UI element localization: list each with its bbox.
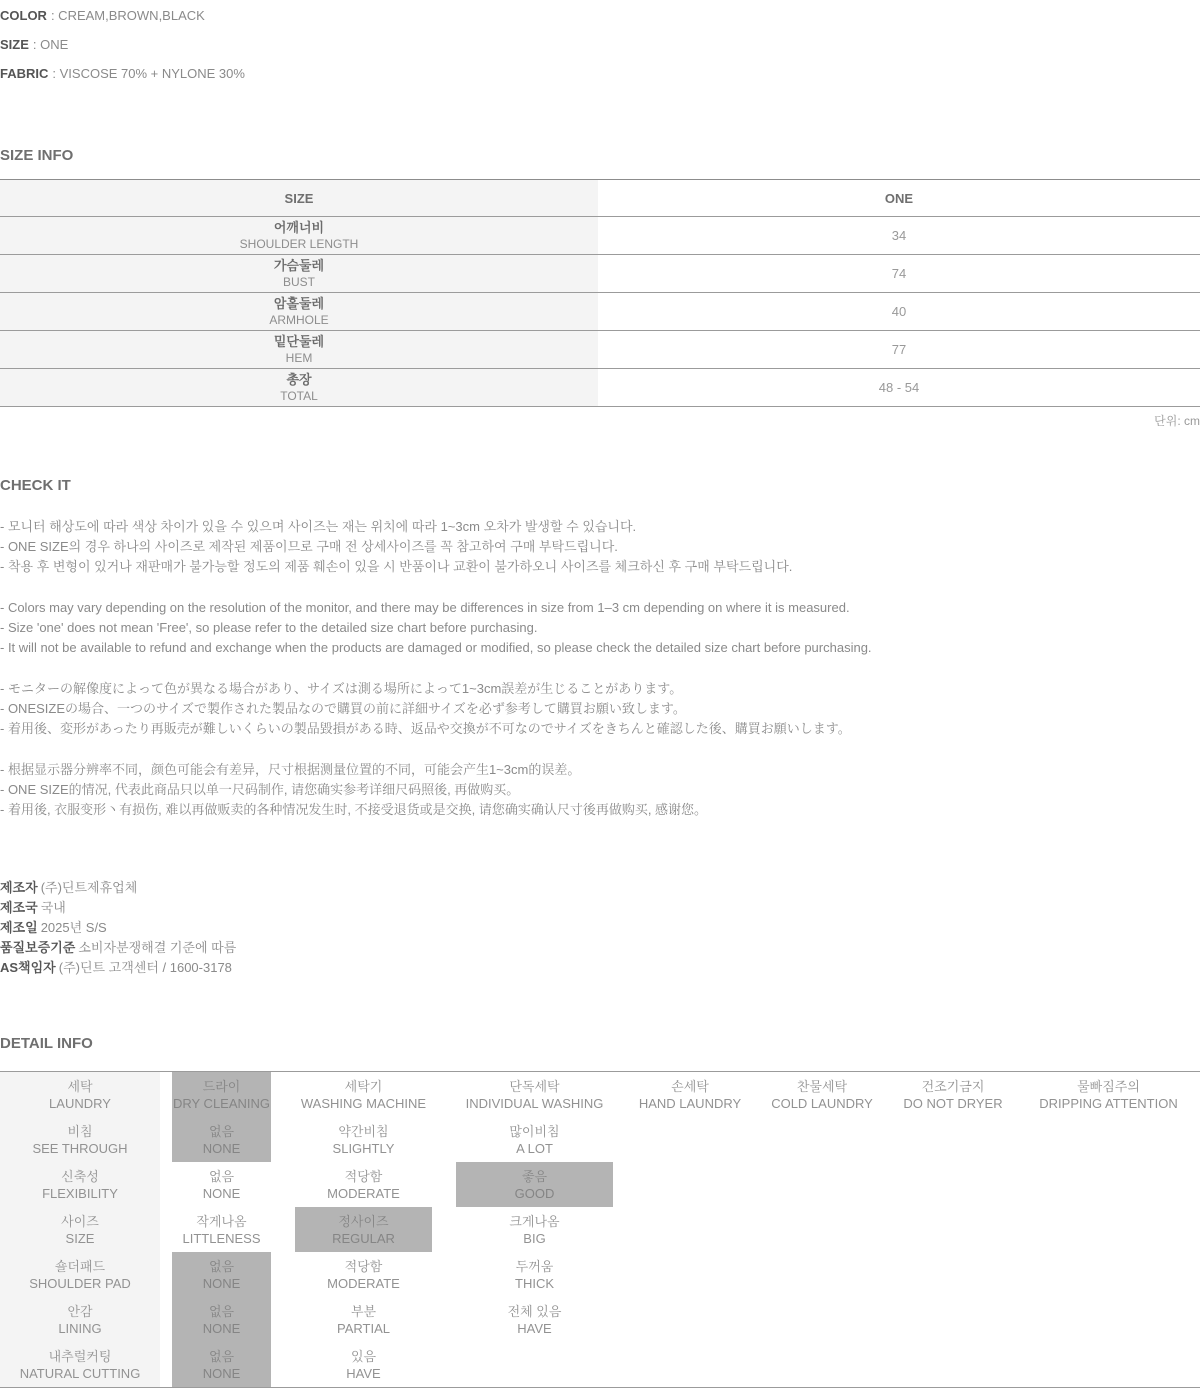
detail-option: 두꺼움 THICK [515, 1258, 554, 1291]
row-label-kr: 어깨너비 [273, 219, 325, 235]
manufacturer-value: (주)딘트제휴업체 [40, 880, 138, 895]
detail-option: 없음 NONE [160, 1342, 283, 1387]
row-value: 48 - 54 [598, 369, 1200, 407]
detail-option: 있음 HAVE [346, 1348, 381, 1381]
detail-option: 정사이즈 REGULAR [283, 1207, 444, 1252]
table-row-total [0, 369, 1200, 407]
row-label [0, 293, 598, 331]
row-value: 40 [598, 293, 1200, 331]
table-row-shoulder [0, 217, 1200, 255]
spec-size-label: SIZE [0, 37, 29, 52]
row-label [0, 217, 598, 255]
row-label [0, 369, 598, 407]
detail-category: 사이즈 SIZE [0, 1207, 160, 1252]
spec-color-label: COLOR [0, 8, 47, 23]
detail-option: 많이비침 A LOT [509, 1123, 560, 1156]
detail-info-heading: DETAIL INFO [0, 1035, 93, 1052]
spec-fabric-label: FABRIC [0, 66, 49, 81]
detail-option: 드라이 DRY CLEANING [160, 1072, 283, 1117]
spec-fabric-value: : VISCOSE 70% + NYLONE 30% [52, 66, 245, 81]
spec-color [0, 6, 1200, 26]
check-it-heading: CHECK IT [0, 477, 71, 494]
spec-size-value: : ONE [32, 37, 69, 52]
one-column-header: ONE [598, 180, 1200, 217]
manufacturer-line [0, 958, 1200, 978]
detail-option: 부분 PARTIAL [337, 1303, 390, 1336]
detail-category: 신축성 FLEXIBILITY [0, 1162, 160, 1207]
row-value: 34 [598, 217, 1200, 255]
size-table-header-row [0, 180, 1200, 217]
size-info-heading: SIZE INFO [0, 147, 74, 164]
row-value: 77 [598, 331, 1200, 369]
manufacturer-label: 품질보증기준 [0, 940, 76, 955]
manufacturer-value: (주)딘트 고객센터 / 1600-3178 [58, 960, 232, 975]
detail-option: 찬물세탁 COLD LAUNDRY [771, 1078, 873, 1111]
detail-option: 없음 NONE [160, 1117, 283, 1162]
detail-option: 물빠짐주의 DRIPPING ATTENTION [1039, 1078, 1178, 1111]
detail-option: 작게나옴 LITTLENESS [182, 1213, 261, 1246]
detail-option: 손세탁 HAND LAUNDRY [638, 1078, 742, 1111]
spec-fabric [0, 64, 1200, 84]
row-value: 74 [598, 255, 1200, 293]
manufacturer-value: 소비자분쟁해결 기준에 따름 [78, 940, 237, 955]
spec-color-value: : CREAM,BROWN,BLACK [50, 8, 205, 23]
detail-row-lining [0, 1297, 1200, 1342]
manufacturer-info [0, 878, 1200, 978]
row-label [0, 255, 598, 293]
detail-row-size [0, 1207, 1200, 1252]
manufacturer-line [0, 938, 1200, 958]
detail-option: 없음 NONE [202, 1168, 241, 1201]
notes-korean [0, 517, 1200, 577]
row-label-en: ARMHOLE [269, 312, 329, 327]
manufacturer-label: AS책임자 [0, 960, 56, 975]
row-label-en: SHOULDER LENGTH [239, 236, 359, 251]
row-label-kr: 암홀둘레 [273, 295, 325, 311]
note-line: - 모니터 해상도에 따라 색상 차이가 있을 수 있으며 사이즈는 재는 위치에 따라 1~3cm 오차가 발생할 수 있습니다. [0, 519, 637, 534]
detail-category: 세탁 LAUNDRY [0, 1072, 160, 1117]
spec-size [0, 35, 1200, 55]
note-line: - 착용 후 변형이 있거나 재판매가 불가능할 정도의 제품 훼손이 있을 시 반품이나 교환이 불가하오니 사이즈를 체크하신 후 구매 부탁드립니다. [0, 559, 793, 574]
row-label-en: HEM [285, 350, 313, 365]
notes-english [0, 598, 1200, 658]
size-column-header: SIZE [0, 180, 598, 217]
table-row-armhole [0, 293, 1200, 331]
manufacturer-value: 2025년 S/S [40, 920, 107, 935]
table-row-bust [0, 255, 1200, 293]
detail-option: 세탁기 WASHING MACHINE [300, 1078, 427, 1111]
detail-option: 크게나옴 BIG [509, 1213, 560, 1246]
detail-option: 좋음 GOOD [444, 1162, 625, 1207]
detail-info-table [0, 1071, 1200, 1388]
detail-option: 없음 NONE [160, 1252, 283, 1297]
note-line: - ONESIZEの場合、一つのサイズで製作された製品なので購買の前に詳細サイズを必ず参考して購買お願い致します。 [0, 701, 686, 716]
note-line: - It will not be available to refund and exchange when the products are damaged or modified, so please check the detailed size chart before purchasing. [0, 640, 872, 655]
manufacturer-value: 국내 [40, 900, 66, 915]
detail-category: 내추럴커팅 NATURAL CUTTING [0, 1342, 160, 1387]
detail-option: 약간비침 SLIGHTLY [332, 1123, 395, 1156]
size-table [0, 179, 1200, 407]
unit-note: 단위: cm [1154, 414, 1200, 428]
table-row-hem [0, 331, 1200, 369]
detail-category: 안감 LINING [0, 1297, 160, 1342]
note-line: - ONE SIZE的情况, 代表此商品只以单一尺码制作, 请您确实参考详细尺码照後, 再做购买。 [0, 782, 520, 797]
note-line: - Size 'one' does not mean 'Free', so please refer to the detailed size chart before purchasing. [0, 620, 538, 635]
detail-category: 숄더패드 SHOULDER PAD [0, 1252, 160, 1297]
note-line: - 根据显示器分辨率不同，颜色可能会有差异，尺寸根据测量位置的不同，可能会产生1~3cm的误差。 [0, 762, 581, 777]
notes-japanese [0, 679, 1200, 739]
detail-option: 단독세탁 INDIVIDUAL WASHING [465, 1078, 604, 1111]
row-label-kr: 가슴둘레 [273, 257, 325, 273]
notes-chinese [0, 760, 1200, 820]
manufacturer-label: 제조자 [0, 880, 38, 895]
manufacturer-line [0, 918, 1200, 938]
detail-row-see-through [0, 1117, 1200, 1162]
detail-option: 없음 NONE [160, 1297, 283, 1342]
row-label-en: TOTAL [280, 388, 318, 403]
detail-row-shoulder-pad [0, 1252, 1200, 1297]
detail-option: 적당함 MODERATE [327, 1258, 400, 1291]
detail-option: 건조기금지 DO NOT DRYER [903, 1078, 1003, 1111]
row-label-kr: 총장 [286, 371, 312, 387]
manufacturer-line [0, 878, 1200, 898]
row-label-kr: 밑단둘레 [273, 333, 325, 349]
manufacturer-label: 제조국 [0, 900, 38, 915]
detail-row-flexibility [0, 1162, 1200, 1207]
detail-option: 전체 있음 HAVE [507, 1303, 562, 1336]
note-line: - Colors may vary depending on the resolution of the monitor, and there may be differences in size from 1–3 cm depending on where it is measured. [0, 600, 850, 615]
detail-category: 비침 SEE THROUGH [0, 1117, 160, 1162]
note-line: - モニターの解像度によって色が異なる場合があり、サイズは測る場所によって1~3cm誤差が生じることがあります。 [0, 681, 683, 696]
note-line: - 着用後, 衣服变形丶有损伤, 难以再做贩卖的各种情况发生时, 不接受退货或是交换, 请您确实确认尺寸後再做购买, 感谢您。 [0, 802, 708, 817]
row-label [0, 331, 598, 369]
manufacturer-line [0, 898, 1200, 918]
product-specs [0, 0, 1200, 84]
row-label-en: BUST [282, 274, 315, 289]
detail-option: 적당함 MODERATE [327, 1168, 400, 1201]
detail-row-natural-cutting [0, 1342, 1200, 1387]
note-line: - 着用後、変形があったり再販売が難しいくらいの製品毀損がある時、返品や交換が不可なのでサイズをきちんと確認した後、購買お願いします。 [0, 721, 851, 736]
detail-row-laundry [0, 1072, 1200, 1117]
note-line: - ONE SIZE의 경우 하나의 사이즈로 제작된 제품이므로 구매 전 상세사이즈를 꼭 참고하여 구매 부탁드립니다. [0, 539, 618, 554]
manufacturer-label: 제조일 [0, 920, 38, 935]
